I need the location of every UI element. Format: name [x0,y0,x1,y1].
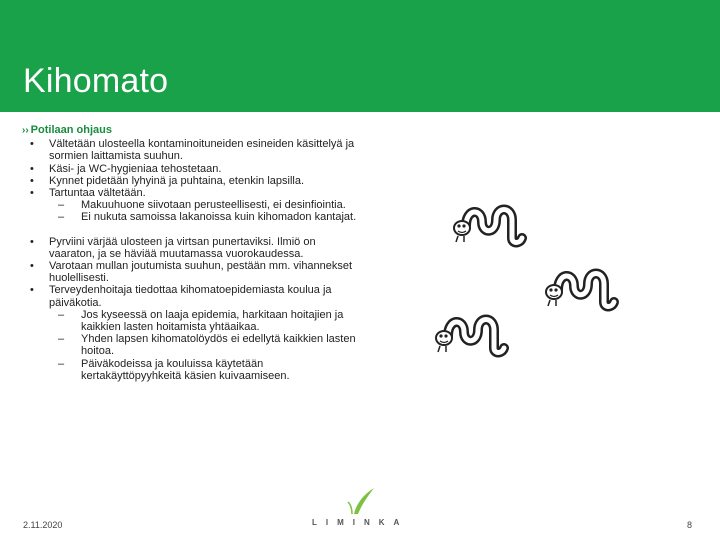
chevron-marker: ›› [22,125,29,136]
bullet-item [22,175,357,187]
bullet-marker: • [30,235,34,248]
worm-illustration [540,264,622,314]
worm-illustration [448,200,530,250]
bullet-item [22,187,357,199]
bullet-marker: • [30,187,34,200]
sub-bullet-text: Päiväkodeissa ja kouluissa käytetään kertakäyttöpyyhkeitä käsien kuivaamiseen. [81,357,290,382]
bullet-text: Tartuntaa vältetään. [49,187,146,200]
sub-bullet-text: Ei nukuta samoissa lakanoissa kuin kihomadon kantajat. [81,211,357,224]
bullet-text: Pyrviini värjää ulosteen ja virtsan punertaviksi. Ilmiö on vaaraton, ja se häviää muutamassa vuorokaudessa. [49,235,316,260]
title-bar [0,0,720,112]
slide-title: Kihomato [23,62,169,100]
bullet-item [22,138,357,162]
liminka-logo [312,484,409,530]
section-heading [22,124,357,137]
bullet-marker: • [30,138,34,151]
worm-illustration [430,310,512,360]
spacer [22,224,357,236]
bullet-marker: • [30,260,34,273]
bullet-marker: • [30,174,34,187]
slide-body [22,124,357,382]
dash-marker: – [58,211,65,224]
dash-marker: – [58,199,65,212]
dash-marker: – [58,333,65,346]
logo-text: LIMINKA [312,518,409,527]
footer-date: 2.11.2020 [23,520,63,530]
dash-marker: – [58,308,65,321]
bullet-item [22,260,357,284]
sub-bullet-item [22,211,357,223]
bullet-item [22,163,357,175]
sub-bullet-item [22,358,357,382]
bullet-marker: • [30,162,34,175]
section-heading-text: Potilaan ohjaus [30,124,112,136]
bullet-text: Kynnet pidetään lyhyinä ja puhtaina, etenkin lapsilla. [49,174,305,187]
sub-bullet-item [22,333,357,357]
bullet-text: Varotaan mullan joutumista suuhun, pestään mm. vihannekset huolellisesti. [49,260,353,285]
bullet-text: Vältetään ulosteella kontaminoituneiden esineiden käsittelyä ja sormien laittamista suuhun. [49,138,355,163]
sub-bullet-text: Jos kyseessä on laaja epidemia, harkitaan hoitajien ja kaikkien lasten hoitamista yhtäaikaa. [81,308,344,334]
sub-bullet-text: Makuuhuone siivotaan perusteellisesti, ei desinfiointia. [81,199,346,212]
page-number: 8 [687,520,693,530]
sub-bullet-text: Yhden lapsen kihomatolöydös ei edellytä kaikkien lasten hoitoa. [81,333,356,358]
leaf-icon [312,484,404,518]
sub-bullet-item [22,199,357,211]
bullet-marker: • [30,284,34,297]
dash-marker: – [58,357,65,370]
sub-bullet-item [22,309,357,333]
bullet-text: Käsi- ja WC-hygieniaa tehostetaan. [49,162,222,175]
bullet-item [22,284,357,308]
bullet-text: Terveydenhoitaja tiedottaa kihomatoepidemiasta koulua ja päiväkotia. [49,284,332,309]
bullet-item [22,236,357,260]
